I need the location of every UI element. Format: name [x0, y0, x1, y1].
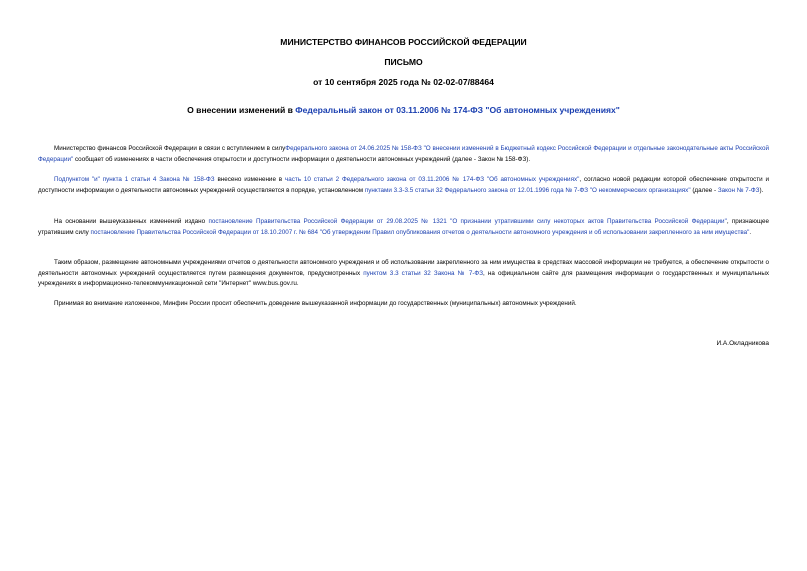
p4-text-2: , на официальном сайте для размещения информации о государственных и муниципальных учреждениях в информационно-телекоммуникационной сети "Интернет" www.bus.gov.ru.	[38, 269, 769, 288]
p3-text-2: , признающее утратившим силу	[38, 218, 769, 236]
paragraph-2	[38, 175, 769, 196]
p2-text-4: ).	[759, 186, 764, 194]
p2-law-7-articles-link[interactable]: пунктами 3.3-3.5 статьи 32 Федерального закона от 12.01.1996 года № 7-ФЗ "О некоммерческих организациях"	[364, 186, 691, 194]
p3-resolution-684-link[interactable]: постановление Правительства Российской Федерации от 18.10.2007 г. № 684 "Об утверждении Правил опубликования отчетов о деятельности автономного учреждения и об использовании закрепленного за ним имущества"	[90, 228, 750, 236]
paragraph-5	[38, 299, 769, 310]
document-type: ПИСЬМО	[384, 57, 423, 67]
p2-text-3: (далее -	[690, 186, 718, 194]
p1-text-1: Министерство финансов Российской Федерации в связи с вступлением в силу	[54, 145, 286, 152]
p5-text-1: Принимая во внимание изложенное, Минфин России просит обеспечить доведение вышеуказанной информации до государственных (муниципальных) автономных учреждений.	[54, 300, 577, 307]
paragraph-4	[38, 258, 769, 290]
ministry-heading: МИНИСТЕРСТВО ФИНАНСОВ РОССИЙСКОЙ ФЕДЕРАЦИИ	[280, 37, 527, 47]
signature: И.А.Окладникова	[716, 340, 769, 347]
title-law-link[interactable]: Федеральный закон от 03.11.2006 № 174-ФЗ "Об автономных учреждениях"	[295, 105, 620, 115]
document-title	[0, 105, 807, 115]
paragraph-1	[38, 144, 769, 165]
p4-law-7-point-link[interactable]: пунктом 3.3 статьи 32 Закона № 7-ФЗ	[363, 269, 484, 277]
p4-text-1: Таким образом, размещение автономными учреждениями отчетов о деятельности автономного учреждения и об использовании закрепленного за ним имущества в средствах массовой информации не требуется, а обеспечение открытости о деятельности автономных учреждений осуществляется путем размещения документов, предусмотренных	[38, 259, 769, 277]
p3-resolution-1321-link[interactable]: постановление Правительства Российской Федерации от 29.08.2025 № 1321 "О признании утратившими силу некоторых актов Правительства Российской Федерации"	[208, 218, 727, 225]
paragraph-3	[38, 217, 769, 238]
p2-subparagraph-link[interactable]: Подпунктом "и" пункта 1 статьи 4 Закона № 158-ФЗ	[54, 176, 215, 183]
p3-text-3: .	[749, 228, 752, 236]
p1-text-2: сообщает об изменениях в части обеспечения открытости и доступности информации о деятельности автономных учреждений (далее - Закон № 158-ФЗ).	[73, 155, 531, 163]
p1-law-158-link[interactable]: Федерального закона от 24.06.2025 № 158-ФЗ "О внесении изменений в Бюджетный кодекс Российской Федерации и отдельные законодательные акты Российской Федерации"	[38, 145, 769, 163]
p3-text-1: На основании вышеуказанных изменений издано	[54, 218, 209, 225]
p2-text-1: внесено изменение в	[214, 176, 285, 183]
title-prefix: О внесении изменений в	[187, 105, 296, 115]
p2-law-174-link[interactable]: часть 10 статьи 2 Федерального закона от 03.11.2006 № 174-ФЗ "Об автономных учреждениях"	[284, 176, 580, 183]
document-date-number: от 10 сентября 2025 года № 02-02-07/88464	[313, 77, 494, 87]
p2-text-2: , согласно новой редакции которой обеспечение открытости и доступности информации о деятельности автономных учреждений осуществляется в порядке, установленном	[38, 176, 769, 194]
p2-law-7-link[interactable]: Закон № 7-ФЗ	[717, 186, 760, 194]
